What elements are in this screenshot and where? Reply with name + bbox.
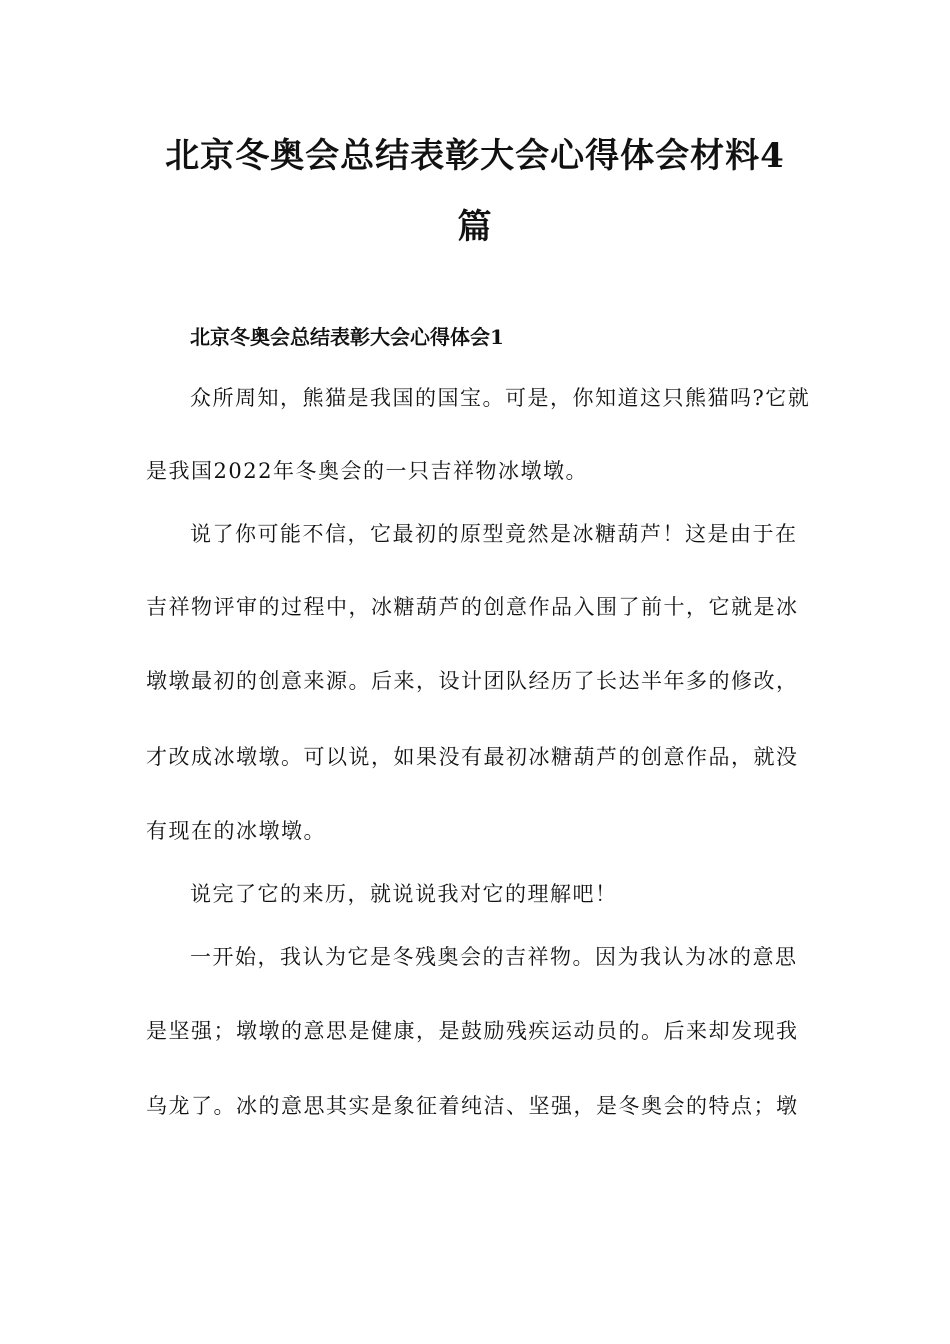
paragraph-line: 吉祥物评审的过程中，冰糖葫芦的创意作品入围了前十，它就是冰 xyxy=(146,595,799,619)
paragraph-line: 是我国2022年冬奥会的一只吉祥物冰墩墩。 xyxy=(146,459,588,483)
document-title-line-2: 篇 xyxy=(457,207,493,247)
paragraph-line: 一开始，我认为它是冬残奥会的吉祥物。因为我认为冰的意思 xyxy=(190,945,798,969)
paragraph-line: 才改成冰墩墩。可以说，如果没有最初冰糖葫芦的创意作品，就没 xyxy=(146,745,799,769)
paragraph-line: 说了你可能不信，它最初的原型竟然是冰糖葫芦！这是由于在 xyxy=(190,522,798,546)
paragraph-line: 众所周知，熊猫是我国的国宝。可是，你知道这只熊猫吗?它就 xyxy=(190,386,811,410)
section-heading: 北京冬奥会总结表彰大会心得体会1 xyxy=(190,325,504,349)
paragraph-line: 乌龙了。冰的意思其实是象征着纯洁、坚强，是冬奥会的特点；墩 xyxy=(146,1094,799,1118)
document-title-line-1: 北京冬奥会总结表彰大会心得体会材料4 xyxy=(165,136,785,176)
paragraph-line: 有现在的冰墩墩。 xyxy=(146,819,326,843)
paragraph-line: 是坚强；墩墩的意思是健康，是鼓励残疾运动员的。后来却发现我 xyxy=(146,1019,799,1043)
paragraph-line: 墩墩最初的创意来源。后来，设计团队经历了长达半年多的修改， xyxy=(146,669,799,693)
paragraph-line: 说完了它的来历，就说说我对它的理解吧！ xyxy=(190,882,618,906)
